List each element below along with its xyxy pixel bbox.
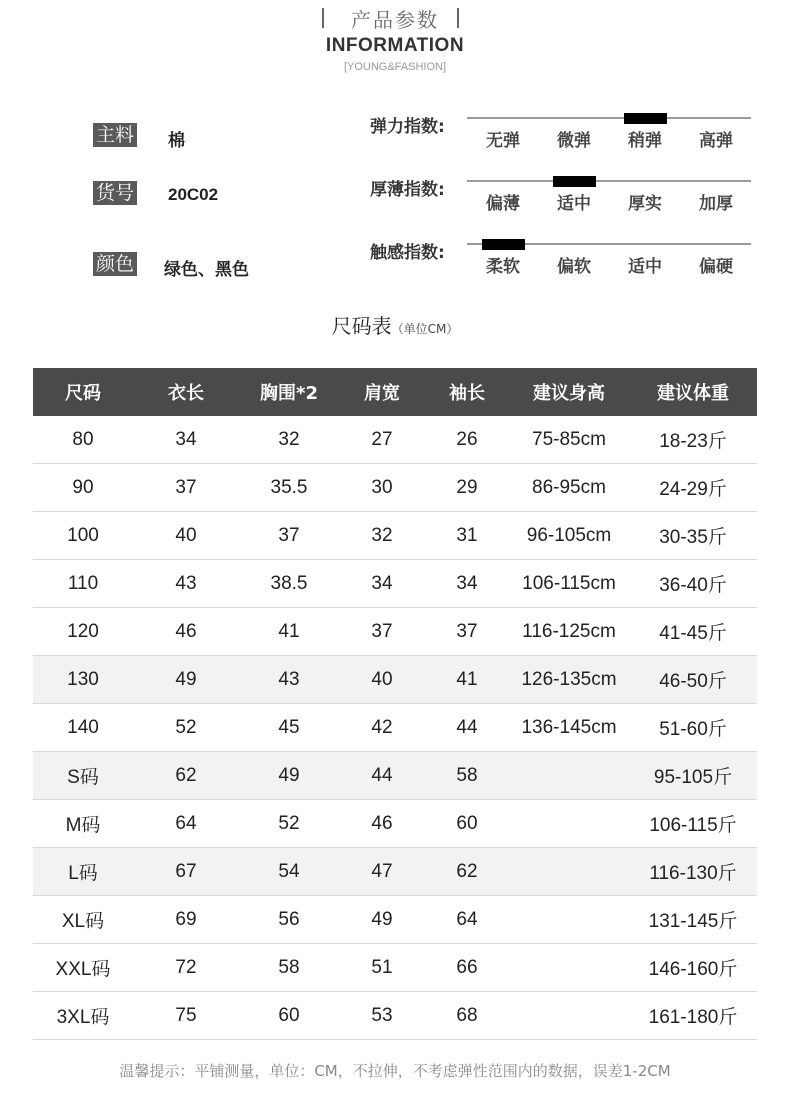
attr-value-item-no: 20C02 xyxy=(168,185,219,204)
page-subtitle: [YOUNG&FASHION] xyxy=(343,61,447,73)
index-option: 适中 xyxy=(557,194,591,214)
table-cell: 44 xyxy=(339,752,425,800)
table-cell: 41-45斤 xyxy=(629,608,757,656)
table-cell: 68 xyxy=(425,992,509,1040)
measurement-note: 温馨提示：平铺测量，单位：CM，不拉伸，不考虑弹性范围内的数据，误差1-2CM xyxy=(119,1062,671,1080)
attr-value-material: 棉 xyxy=(168,131,185,151)
table-cell: 34 xyxy=(133,416,239,464)
index-selected-marker xyxy=(482,239,525,250)
table-cell: 24-29斤 xyxy=(629,464,757,512)
table-row xyxy=(33,704,757,752)
table-cell: 80 xyxy=(33,416,133,464)
column-header: 建议体重 xyxy=(629,368,757,416)
table-cell: 146-160斤 xyxy=(629,944,757,992)
table-cell: 116-130斤 xyxy=(629,848,757,896)
table-cell: 86-95cm xyxy=(509,464,629,512)
index-option: 适中 xyxy=(628,257,662,277)
size-table xyxy=(33,368,757,1040)
table-cell: 106-115斤 xyxy=(629,800,757,848)
index-option: 高弹 xyxy=(699,131,733,151)
table-cell: 36-40斤 xyxy=(629,560,757,608)
table-cell: 69 xyxy=(133,896,239,944)
table-cell: 110 xyxy=(33,560,133,608)
column-header: 建议身高 xyxy=(509,368,629,416)
table-row xyxy=(33,752,757,800)
title-bar-right xyxy=(457,8,459,28)
table-cell: XL码 xyxy=(33,896,133,944)
table-cell: 54 xyxy=(239,848,339,896)
table-cell xyxy=(509,800,629,848)
table-cell: 37 xyxy=(133,464,239,512)
index-option: 稍弹 xyxy=(628,131,662,151)
table-cell: 60 xyxy=(425,800,509,848)
table-cell xyxy=(509,896,629,944)
index-option: 厚实 xyxy=(628,194,662,214)
table-cell: 37 xyxy=(339,608,425,656)
size-table-title-text: 尺码表 xyxy=(331,314,392,338)
table-cell: 27 xyxy=(339,416,425,464)
table-row xyxy=(33,992,757,1040)
attr-label-material: 主料 xyxy=(93,123,137,147)
table-cell: 37 xyxy=(425,608,509,656)
table-cell: 106-115cm xyxy=(509,560,629,608)
table-row xyxy=(33,896,757,944)
size-table-title xyxy=(0,310,790,339)
column-header: 胸围*2 xyxy=(239,368,339,416)
table-cell: 3XL码 xyxy=(33,992,133,1040)
table-cell: 51-60斤 xyxy=(629,704,757,752)
table-row xyxy=(33,512,757,560)
table-cell: 90 xyxy=(33,464,133,512)
table-cell: 72 xyxy=(133,944,239,992)
table-cell: 40 xyxy=(133,512,239,560)
table-cell: M码 xyxy=(33,800,133,848)
table-cell: 64 xyxy=(133,800,239,848)
table-cell: 161-180斤 xyxy=(629,992,757,1040)
table-row xyxy=(33,464,757,512)
table-cell: 140 xyxy=(33,704,133,752)
table-cell: 56 xyxy=(239,896,339,944)
table-cell: 44 xyxy=(425,704,509,752)
table-cell: 43 xyxy=(133,560,239,608)
size-table-unit: （单位CM） xyxy=(391,322,459,336)
page-title-en: INFORMATION xyxy=(325,35,465,56)
table-cell xyxy=(509,848,629,896)
index-option: 柔软 xyxy=(486,257,520,277)
index-option: 无弹 xyxy=(486,131,520,151)
table-cell: 67 xyxy=(133,848,239,896)
column-header: 袖长 xyxy=(425,368,509,416)
table-cell: 37 xyxy=(239,512,339,560)
column-header: 尺码 xyxy=(33,368,133,416)
table-cell: 52 xyxy=(239,800,339,848)
table-row xyxy=(33,800,757,848)
index-selected-marker xyxy=(624,113,667,124)
table-cell: 126-135cm xyxy=(509,656,629,704)
index-option: 偏硬 xyxy=(699,257,733,277)
table-cell xyxy=(509,992,629,1040)
index-label-0: 弹力指数: xyxy=(370,117,445,137)
table-cell: 75-85cm xyxy=(509,416,629,464)
table-cell: 49 xyxy=(339,896,425,944)
table-cell: S码 xyxy=(33,752,133,800)
table-cell: 53 xyxy=(339,992,425,1040)
index-option: 偏软 xyxy=(557,257,591,277)
index-label-2: 触感指数: xyxy=(370,243,445,263)
attr-value-color: 绿色、黑色 xyxy=(164,260,249,280)
table-cell: 136-145cm xyxy=(509,704,629,752)
attr-label-color: 颜色 xyxy=(93,252,137,276)
table-row xyxy=(33,944,757,992)
table-cell xyxy=(509,944,629,992)
table-cell: 34 xyxy=(425,560,509,608)
index-scale-line xyxy=(467,180,751,182)
table-cell: 60 xyxy=(239,992,339,1040)
table-cell: 116-125cm xyxy=(509,608,629,656)
table-cell: 66 xyxy=(425,944,509,992)
index-option: 微弹 xyxy=(557,131,591,151)
table-cell: 46 xyxy=(339,800,425,848)
column-header: 衣长 xyxy=(133,368,239,416)
table-row xyxy=(33,608,757,656)
table-cell: 75 xyxy=(133,992,239,1040)
table-row xyxy=(33,656,757,704)
table-cell: 30-35斤 xyxy=(629,512,757,560)
table-cell: 30 xyxy=(339,464,425,512)
table-cell: 46-50斤 xyxy=(629,656,757,704)
table-row xyxy=(33,560,757,608)
table-cell: 34 xyxy=(339,560,425,608)
table-cell: 42 xyxy=(339,704,425,752)
table-cell: 40 xyxy=(339,656,425,704)
column-header: 肩宽 xyxy=(339,368,425,416)
table-cell: 32 xyxy=(339,512,425,560)
table-cell: 62 xyxy=(425,848,509,896)
table-cell: 31 xyxy=(425,512,509,560)
size-table-body xyxy=(33,416,757,1040)
table-cell: L码 xyxy=(33,848,133,896)
table-cell: 51 xyxy=(339,944,425,992)
table-cell: 58 xyxy=(239,944,339,992)
table-cell: 49 xyxy=(133,656,239,704)
table-cell: 43 xyxy=(239,656,339,704)
table-cell xyxy=(509,752,629,800)
index-option: 偏薄 xyxy=(486,194,520,214)
index-option: 加厚 xyxy=(699,194,733,214)
index-label-1: 厚薄指数: xyxy=(370,180,445,200)
table-cell: 62 xyxy=(133,752,239,800)
table-cell: 131-145斤 xyxy=(629,896,757,944)
table-row xyxy=(33,848,757,896)
table-cell: 47 xyxy=(339,848,425,896)
table-cell: 120 xyxy=(33,608,133,656)
table-cell: 45 xyxy=(239,704,339,752)
table-cell: 96-105cm xyxy=(509,512,629,560)
table-cell: 26 xyxy=(425,416,509,464)
table-row xyxy=(33,416,757,464)
table-cell: 95-105斤 xyxy=(629,752,757,800)
table-cell: 18-23斤 xyxy=(629,416,757,464)
page-title-cn: 产品参数 xyxy=(351,8,439,32)
table-cell: 29 xyxy=(425,464,509,512)
index-selected-marker xyxy=(553,176,596,187)
table-cell: 35.5 xyxy=(239,464,339,512)
table-cell: 64 xyxy=(425,896,509,944)
table-cell: 32 xyxy=(239,416,339,464)
table-cell: 130 xyxy=(33,656,133,704)
table-cell: 52 xyxy=(133,704,239,752)
table-cell: 38.5 xyxy=(239,560,339,608)
table-cell: 41 xyxy=(425,656,509,704)
table-cell: XXL码 xyxy=(33,944,133,992)
table-cell: 100 xyxy=(33,512,133,560)
index-scale-line xyxy=(467,117,751,119)
size-table-header xyxy=(33,368,757,416)
table-cell: 46 xyxy=(133,608,239,656)
table-cell: 41 xyxy=(239,608,339,656)
attr-label-item-no: 货号 xyxy=(93,181,137,205)
table-cell: 49 xyxy=(239,752,339,800)
table-cell: 58 xyxy=(425,752,509,800)
